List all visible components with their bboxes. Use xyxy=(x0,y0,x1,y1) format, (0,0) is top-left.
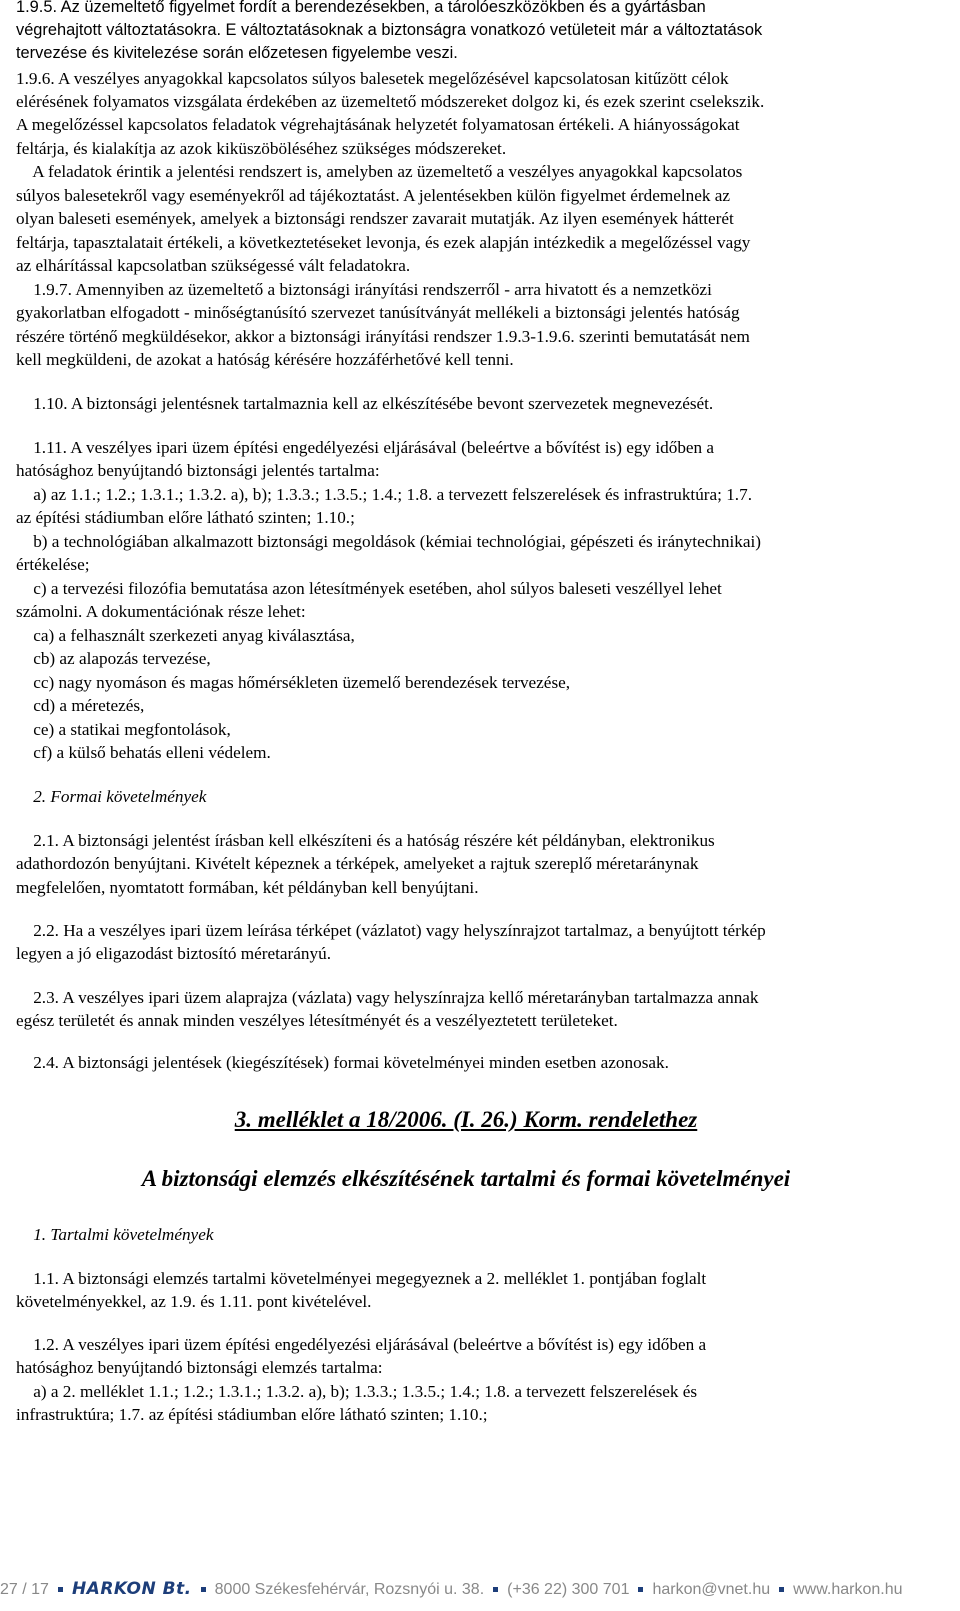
text-line: követelményekkel, az 1.9. és 1.11. pont kivételével. xyxy=(16,1292,372,1311)
text-line: gyakorlatban elfogadott - minőségtanúsító szervezet tanúsítványát mellékeli a biztonsági jelentés hatóság xyxy=(16,303,740,322)
text-line: 1.2. A veszélyes ipari üzem építési engedélyezési eljárásával (beleértve a bővítést is) egy időben a xyxy=(16,1335,707,1354)
text-line: számolni. A dokumentációnak része lehet: xyxy=(16,602,306,621)
text-line: részére történő megküldésekor, akkor a biztonsági irányítási rendszer 1.9.3-1.9.6. szerinti bemutatását nem xyxy=(16,327,750,346)
text-line: cc) nagy nyomáson és magas hőmérsékleten üzemelő berendezések tervezése, xyxy=(16,673,571,692)
text-line: adathordozón benyújtani. Kivételt képeznek a térképek, amelyeket a rajtuk szereplő méretaránynak xyxy=(16,854,699,873)
separator-square-icon xyxy=(638,1587,643,1592)
text-line: feltárja, tapasztalatait értékeli, a következtetéseket levonja, és ezek alapján intézkedik a megelőzéssel vagy xyxy=(16,233,751,252)
text-line: legyen a jó eligazodást biztosító méretarányú. xyxy=(16,944,331,963)
text-line: megfelelően, nyomtatott formában, két példányban kell benyújtani. xyxy=(16,878,479,897)
separator-square-icon xyxy=(201,1587,206,1592)
text-line: ce) a statikai megfontolások, xyxy=(16,720,231,739)
text-line: 1.9.5. Az üzemeltető figyelmet fordít a berendezésekben, a tárolóeszközökben és a gyártásban xyxy=(16,0,706,16)
text-line: b) a technológiában alkalmazott biztonsági megoldások (kémiai technológiai, gépészeti és iránytechnikai) xyxy=(16,532,762,551)
text-line: 1.9.7. Amennyiben az üzemeltető a biztonsági irányítási rendszerről - arra hivatott és a nemzetközi xyxy=(16,280,712,299)
text-line: kell megküldeni, de azokat a hatóság kérésére hozzáférhetővé kell tenni. xyxy=(16,350,514,369)
text-line: 1.10. A biztonsági jelentésnek tartalmaznia kell az elkészítésébe bevont szervezetek megnevezését. xyxy=(16,394,714,413)
text-line: 2.1. A biztonsági jelentést írásban kell elkészíteni és a hatóság részére két példányban, elektronikus xyxy=(16,831,715,850)
annex-subtitle: A biztonsági elemzés elkészítésének tartalmi és formai követelményei xyxy=(141,1166,791,1191)
text-line: 1.11. A veszélyes ipari üzem építési engedélyezési eljárásával (beleértve a bővítést is) egy időben a xyxy=(16,438,715,457)
text-line: az elhárítással kapcsolatban szükségessé vált feladatokra. xyxy=(16,256,411,275)
text-line: c) a tervezési filozófia bemutatása azon létesítmények esetében, ahol súlyos baleseti veszéllyel lehet xyxy=(16,579,722,598)
section-heading: 1. Tartalmi követelmények xyxy=(16,1225,214,1244)
company-logo: HARKON Bt. xyxy=(71,1579,192,1599)
text-line: 2.3. A veszélyes ipari üzem alaprajza (vázlata) vagy helyszínrajza kellő méretarányban tartalmazza annak xyxy=(16,988,759,1007)
section-heading: 2. Formai követelmények xyxy=(16,787,207,806)
text-line: olyan baleseti események, amelyek a biztonsági rendszer zavarait mutatják. Az ilyen események hátterét xyxy=(16,209,734,228)
text-line: 2.4. A biztonsági jelentések (kiegészítések) formai követelményei minden esetben azonosak. xyxy=(16,1053,669,1072)
text-line: 2.2. Ha a veszélyes ipari üzem leírása térképet (vázlatot) vagy helyszínrajzot tartalmaz, a benyújtott térkép xyxy=(16,921,766,940)
text-line: értékelése; xyxy=(16,555,90,574)
page-number: 27 / 17 xyxy=(0,1581,49,1598)
text-line: A feladatok érintik a jelentési rendszert is, amelyben az üzemeltető a veszélyes anyagokkal kapcsolatos xyxy=(16,162,743,181)
footer-website[interactable]: www.harkon.hu xyxy=(793,1581,903,1598)
text-line: feltárja, és kialakítja az azok kiküszöböléséhez szükséges módszereket. xyxy=(16,139,507,158)
text-line: a) az 1.1.; 1.2.; 1.3.1.; 1.3.2. a), b); 1.3.3.; 1.3.5.; 1.4.; 1.8. a tervezett felszerelések és infrastruktúra; 1.7. xyxy=(16,485,752,504)
text-line: 1.1. A biztonsági elemzés tartalmi követelményei megegyeznek a 2. melléklet 1. pontjában foglalt xyxy=(16,1269,707,1288)
text-line: cf) a külső behatás elleni védelem. xyxy=(16,743,271,762)
text-line: végrehajtott változtatásokra. E változtatásoknak a biztonságra vonatkozó vetületeit már a változtatások xyxy=(16,21,763,39)
text-line: infrastruktúra; 1.7. az építési stádiumban előre látható szinten; 1.10.; xyxy=(16,1405,488,1424)
text-line: súlyos balesetekről vagy eseményekről ad tájékoztatást. A jelentésekben külön figyelmet érdemelnek az xyxy=(16,186,730,205)
footer-phone: (+36 22) 300 701 xyxy=(507,1581,630,1598)
separator-square-icon xyxy=(493,1587,498,1592)
text-line: ca) a felhasznált szerkezeti anyag kiválasztása, xyxy=(16,626,355,645)
text-line: az építési stádiumban előre látható szinten; 1.10.; xyxy=(16,508,355,527)
text-line: hatósághoz benyújtandó biztonsági elemzés tartalma: xyxy=(16,1358,383,1377)
separator-square-icon xyxy=(58,1587,63,1592)
text-line: hatósághoz benyújtandó biztonsági jelentés tartalma: xyxy=(16,461,380,480)
text-line: cb) az alapozás tervezése, xyxy=(16,649,211,668)
text-line: cd) a méretezés, xyxy=(16,696,145,715)
text-line: egész területét és annak minden veszélyes létesítményét és a veszélyeztetett területeket. xyxy=(16,1011,618,1030)
text-line: A megelőzéssel kapcsolatos feladatok végrehajtásának helyzetét folyamatosan értékeli. A hiányosságokat xyxy=(16,115,740,134)
text-line: elérésének folyamatos vizsgálata érdekében az üzemeltető módszereket dolgoz ki, és ezek szerint cselekszik. xyxy=(16,92,765,111)
annex-title: 3. melléklet a 18/2006. (I. 26.) Korm. rendelethez xyxy=(234,1107,698,1132)
page-footer xyxy=(0,1574,960,1604)
footer-address: 8000 Székesfehérvár, Rozsnyói u. 38. xyxy=(214,1581,485,1598)
text-line: tervezése és kivitelezése során előzetesen figyelembe veszi. xyxy=(16,44,458,62)
footer-email[interactable]: harkon@vnet.hu xyxy=(652,1581,771,1598)
text-line: a) a 2. melléklet 1.1.; 1.2.; 1.3.1.; 1.3.2. a), b); 1.3.3.; 1.3.5.; 1.4.; 1.8. a tervezett felszerelések és xyxy=(16,1382,698,1401)
separator-square-icon xyxy=(779,1587,784,1592)
text-line: 1.9.6. A veszélyes anyagokkal kapcsolatos súlyos balesetek megelőzésével kapcsolatosan kitűzött célok xyxy=(16,69,729,88)
